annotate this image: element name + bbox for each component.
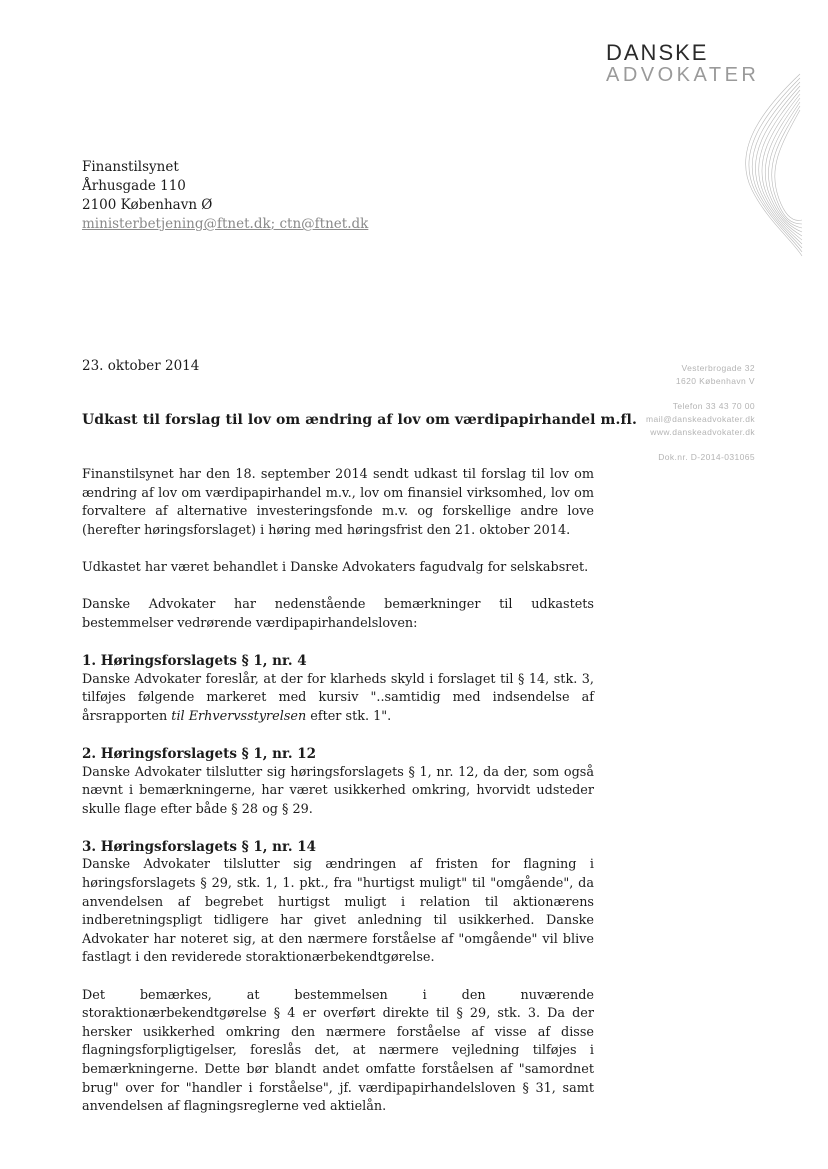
recipient-address [82, 158, 368, 234]
recipient-city: 2100 København Ø [82, 197, 213, 213]
section-2 [82, 745, 594, 819]
sender-phone: Telefon 33 43 70 00 [672, 401, 755, 411]
closing-paragraph: Det bemærkes, at bestemmelsen i den nuværende storaktionærbekendtgørelse § 4 er overført direkte til § 29, stk. 3. Da der hersker usikkerhed omkring den nærmere forståelse af visse af disse flagningsforpligtigelser, foreslås det, at nærmere vejledning tilføjes i bemærkningerne. Dette bør blandt andet omfatte forståelsen af "samordnet brug" over for "handler i forståelse", jf. værdipapirhandelsloven § 31, samt anvendelsen af flagningsreglerne ved aktielån. [82, 987, 594, 1115]
recipient-email-link-2[interactable]: ctn@ftnet.dk [279, 216, 369, 232]
section-3-text: Danske Advokater tilslutter sig ændringen af fristen for flagning i høringsforslagets § 29, stk. 1, 1. pkt., fra "hurtigst muligt" til "omgående", da anvendelsen af begrebet hurtigst muligt i relation til aktionærens indberetningspligt tidligere har givet anledning til usikkerhed. Danske Advokater har noteret sig, at den nærmere forståelse af "omgående" vil blive fastlagt i den reviderede storaktionærbekendtgørelse. [82, 857, 594, 966]
section-3-heading: 3. Høringsforslagets § 1, nr. 14 [82, 838, 317, 855]
recipient-emails [82, 215, 368, 234]
logo-line-1: DANSKE [606, 40, 709, 65]
intro-paragraph-1: Finanstilsynet har den 18. september 2014 sendt udkast til forslag til lov om ændring af lov om værdipapirhandel m.v., lov om finansiel virksomhed, lov om forvaltere af alternative investeringsfonde m.v. og forskellige andre love (herefter høringsforslaget) i høring med høringsfrist den 21. oktober 2014. [82, 467, 594, 538]
section-3 [82, 838, 594, 968]
letter-subject: Udkast til forslag til lov om ændring af lov om værdipapirhandel m.fl. [82, 412, 637, 428]
recipient-street: Århusgade 110 [82, 178, 186, 194]
section-1-text-b: efter stk. 1". [306, 708, 392, 724]
section-1-text-a: Danske Advokater foreslår, at der for klarheds skyld i forslaget til § 14, stk. 3, tilføjes følgende markeret med kursiv "..samtidig med indsendelse af årsrapporten [82, 671, 594, 724]
sender-city: 1620 København V [675, 376, 755, 386]
logo-swoosh-graphic [712, 70, 804, 260]
intro-paragraph-2: Udkastet har været behandlet i Danske Advokaters fagudvalg for selskabsret. [82, 559, 589, 575]
recipient-name: Finanstilsynet [82, 159, 179, 175]
section-2-heading: 2. Høringsforslagets § 1, nr. 12 [82, 745, 317, 762]
intro-paragraph-3: Danske Advokater har nedenstående bemærkninger til udkastets bestemmelser vedrørende værdipapirhandelsloven: [82, 597, 594, 631]
sender-web[interactable]: www.danskeadvokater.dk [650, 427, 755, 437]
sender-contact-block [646, 362, 755, 464]
section-1-heading: 1. Høringsforslagets § 1, nr. 4 [82, 652, 307, 669]
logo-line-2: ADVOKATER [606, 64, 760, 86]
sender-email[interactable]: mail@danskeadvokater.dk [645, 414, 755, 424]
letter-body [82, 466, 594, 1135]
recipient-email-link-1[interactable]: ministerbetjening@ftnet.dk [82, 216, 271, 232]
section-1-text-italic: til Erhvervsstyrelsen [171, 708, 307, 724]
section-2-text: Danske Advokater tilslutter sig høringsforslagets § 1, nr. 12, da der, som også nævnt i bemærkningerne, har været usikkerhed omkring, hvorvidt udsteder skulle flage efter både § 28 og § 29. [82, 764, 594, 817]
section-1 [82, 652, 594, 726]
document-number: Dok.nr. D-2014-031065 [658, 452, 755, 462]
sender-street: Vesterbrogade 32 [681, 363, 755, 373]
email-separator: ; [270, 216, 280, 232]
section-1-text [82, 671, 594, 727]
letter-date: 23. oktober 2014 [82, 358, 200, 374]
